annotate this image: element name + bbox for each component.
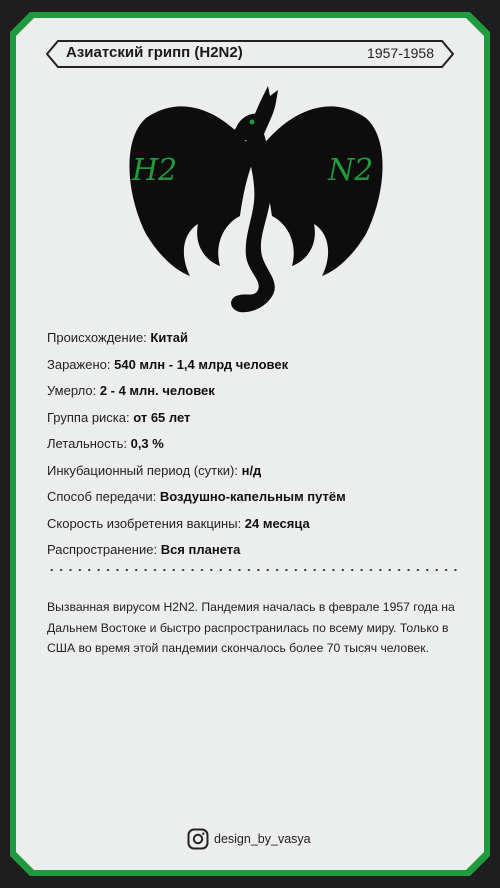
emblem-left-text: H2 [132, 153, 178, 188]
fact-spread [47, 542, 467, 569]
fact-label: Умерло: [47, 383, 100, 398]
dragon-emblem [128, 84, 384, 318]
fact-value: 0,3 % [130, 436, 164, 451]
header-banner [46, 40, 454, 68]
fact-label: Инкубационный период (сутки): [47, 462, 242, 478]
fact-label: Скорость изобретения вакцины: [47, 515, 245, 531]
fact-risk-group [47, 410, 467, 437]
instagram-icon [187, 828, 209, 850]
dotted-divider [47, 568, 457, 572]
fact-label: Группа риска: [47, 409, 134, 425]
author-handle: design_by_vasya [214, 832, 311, 846]
fact-lethality [47, 436, 467, 463]
fact-label: Заражено: [47, 356, 115, 372]
fact-value: 540 млн - 1,4 млрд человек [114, 356, 289, 372]
fact-vaccine-speed [47, 516, 467, 543]
fact-incubation [47, 463, 467, 490]
fact-label: Происхождение: [47, 330, 151, 345]
fact-origin [47, 330, 467, 357]
fact-value: Вся планета [160, 542, 241, 557]
dragon-eye [250, 120, 255, 125]
fact-transmission [47, 489, 467, 516]
years-label: 1957-1958 [367, 45, 434, 61]
description-text: Вызванная вирусом H2N2. Пандемия началась в феврале 1957 года на Дальнем Востоке и быстро распространилась по всему миру. Только в США во время этой пандемии скончалось более 70 тысяч человек. [47, 600, 455, 655]
fact-label: Летальность: [47, 436, 131, 451]
fact-value: 2 - 4 млн. человек [99, 383, 215, 398]
page-title: Азиатский грипп (H2N2) [66, 44, 243, 61]
fact-value: 24 месяца [244, 515, 310, 531]
fact-value: н/д [241, 462, 262, 478]
facts-list [47, 330, 467, 569]
fact-died [47, 383, 467, 410]
fact-value: Воздушно-капельным путём [159, 489, 346, 504]
fact-value: Китай [150, 330, 188, 345]
fact-value: от 65 лет [133, 409, 191, 425]
fact-infected [47, 357, 467, 384]
fact-label: Распространение: [47, 542, 161, 557]
emblem-right-text: N2 [328, 153, 374, 188]
fact-label: Способ передачи: [47, 489, 160, 504]
